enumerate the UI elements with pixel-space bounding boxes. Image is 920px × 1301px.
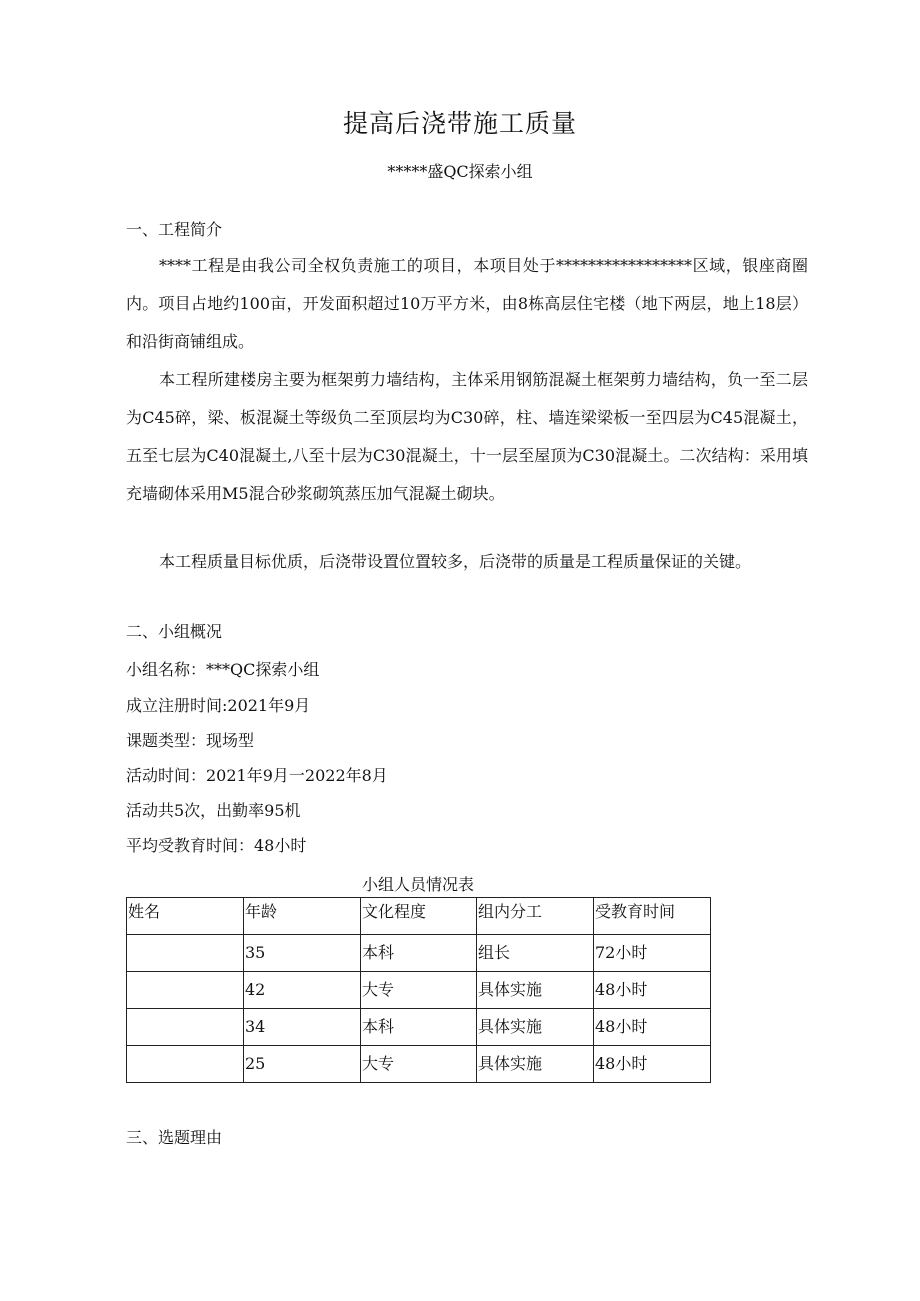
table-row <box>127 1046 711 1083</box>
cell-education: 大专 <box>361 1046 477 1083</box>
section-heading-topic-reason: 三、选题理由 <box>126 1128 223 1147</box>
header-cell-training-hours: 受教育时间 <box>594 898 711 935</box>
table-header-row <box>127 898 711 935</box>
cell-training-hours: 48小时 <box>594 972 711 1009</box>
section-heading-group-overview: 二、小组概况 <box>126 622 223 641</box>
document-title: 提高后浇带施工质量 <box>342 109 577 138</box>
group-name: 小组名称：***QC探索小组 <box>126 660 320 679</box>
section-heading-project-intro: 一、工程简介 <box>126 220 223 239</box>
table-caption: 小组人员情况表 <box>361 875 474 894</box>
topic-type: 课题类型：现场型 <box>126 731 255 750</box>
cell-education: 本科 <box>361 1009 477 1046</box>
cell-age: 35 <box>244 935 361 972</box>
table-row <box>127 972 711 1009</box>
cell-name <box>127 1046 244 1083</box>
cell-name <box>127 1009 244 1046</box>
average-education-time: 平均受教育时间：48小时 <box>126 836 307 855</box>
members-table <box>126 897 711 1083</box>
cell-age: 42 <box>244 972 361 1009</box>
header-cell-education: 文化程度 <box>361 898 477 935</box>
header-cell-name: 姓名 <box>127 898 244 935</box>
table-row <box>127 935 711 972</box>
paragraph-project-overview: ****工程是由我公司全权负责施工的项目，本项目处于*****************区域，银座商圈内。项目占地约100亩，开发面积超过10万平方米，由8栋高层住宅楼（地下两层，地上18层）和沿街商铺组成。 <box>126 256 808 351</box>
paragraph-quality-goal: 本工程质量目标优质，后浇带设置位置较多，后浇带的质量是工程质量保证的关键。 <box>159 552 752 571</box>
cell-training-hours: 48小时 <box>594 1046 711 1083</box>
cell-age: 34 <box>244 1009 361 1046</box>
header-cell-role: 组内分工 <box>477 898 594 935</box>
cell-education: 本科 <box>361 935 477 972</box>
cell-age: 25 <box>244 1046 361 1083</box>
document-subtitle: *****盛QC探索小组 <box>387 162 533 181</box>
cell-training-hours: 72小时 <box>594 935 711 972</box>
cell-education: 大专 <box>361 972 477 1009</box>
cell-role: 具体实施 <box>477 1009 594 1046</box>
cell-training-hours: 48小时 <box>594 1009 711 1046</box>
cell-role: 具体实施 <box>477 972 594 1009</box>
activity-count: 活动共5次，出勤率95机 <box>126 801 301 820</box>
cell-role: 组长 <box>477 935 594 972</box>
cell-role: 具体实施 <box>477 1046 594 1083</box>
activity-period: 活动时间：2021年9月一2022年8月 <box>126 766 388 785</box>
paragraph-structure: 本工程所建楼房主要为框架剪力墙结构，主体采用钢筋混凝土框架剪力墙结构，负一至二层为C45碎，梁、板混凝土等级负二至顶层均为C30碎，柱、墙连梁梁板一至四层为C45混凝土，五至七层为C40混凝土,八至十层为C30混凝土，十一层至屋顶为C30混凝土。二次结构：采用填充墙砌体采用M5混合砂浆砌筑蒸压加气混凝土砌块。 <box>126 370 808 503</box>
table-row <box>127 1009 711 1046</box>
cell-name <box>127 972 244 1009</box>
header-cell-age: 年龄 <box>244 898 361 935</box>
cell-name <box>127 935 244 972</box>
registration-date: 成立注册时间:2021年9月 <box>126 696 311 715</box>
